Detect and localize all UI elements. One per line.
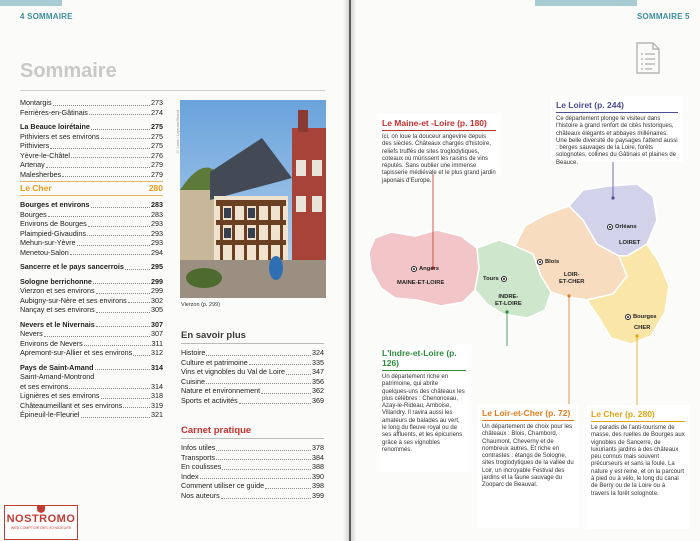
- toc-entry: [20, 320, 163, 330]
- toc-entry-page: 275: [151, 141, 163, 150]
- toc-entry-label: Environs de Nevers: [20, 338, 83, 348]
- title-divider: [20, 90, 325, 91]
- toc-dot-leader: [128, 302, 150, 303]
- toc-entry-page: 335: [312, 357, 324, 367]
- toc-entry: [181, 443, 324, 453]
- toc-entry-label: Épineuil-le-Fleuriel: [20, 410, 80, 419]
- card-text: Ce département plonge le visiteur dans l'histoire à grand renfort de cités historiques, châteaux élégants et abbayes millénaires. Une belle diversité de paysages l'attend aussi : berges sauvages de la Loire, forêts solognotes, collines du Gâtinais et plaines de Beauce.: [556, 116, 678, 166]
- toc-dot-leader: [101, 398, 150, 399]
- toc-entry-page: 279: [151, 169, 163, 179]
- toc-entry-label: Histoire: [181, 348, 206, 357]
- stamp-tagline: WEB COMPTOIR DES VOYAGEURS: [10, 526, 72, 530]
- toc-entry-page: 369: [312, 395, 324, 405]
- toc-entry: [20, 262, 163, 272]
- toc-entry-label: Cuisine: [181, 376, 205, 386]
- city-dot-icon: [501, 276, 507, 282]
- region-label-indre-line1: INDRE-: [498, 294, 519, 300]
- toc-entry-label: Comment utiliser ce guide: [181, 481, 265, 491]
- toc-entry-label: Vierzon et ses environs: [20, 286, 95, 295]
- toc-entry: [20, 151, 163, 161]
- toc-entry-label: Pithiviers et ses environs: [20, 131, 100, 141]
- stamp-name: NOSTROMO: [6, 513, 76, 525]
- region-label-cher: CHER: [634, 325, 651, 331]
- toc-dot-leader: [123, 407, 150, 408]
- toc-dot-leader: [265, 488, 311, 489]
- toc-entry-page: 307: [151, 319, 163, 329]
- card-title: Le Cher (p. 280): [591, 409, 685, 422]
- toc-entry-label: Pithiviers: [20, 141, 50, 150]
- toc-entry-page: 314: [151, 362, 163, 372]
- toc-dot-leader: [96, 326, 150, 327]
- toc-entry-page: 388: [312, 462, 324, 472]
- card-title: Le Loir-et-Cher (p. 72): [482, 408, 574, 421]
- region-label-loir-et-cher-line2: ET-CHER: [559, 279, 585, 285]
- toc-entry-label: Culture et patrimoine: [181, 357, 248, 367]
- shield-icon: [36, 505, 46, 513]
- folio-number: 4: [20, 12, 25, 21]
- photo-credit: © Lerat / Lejeune/Brand: [175, 110, 180, 155]
- toc-entry-page: 307: [151, 329, 163, 338]
- toc-entry: [20, 305, 163, 315]
- toc-entry-page: 302: [151, 295, 163, 305]
- toc-entry: [20, 219, 163, 229]
- toc-dot-leader: [101, 138, 151, 139]
- toc-dot-leader: [93, 283, 150, 284]
- toc-dot-leader: [206, 355, 311, 356]
- toc-entry-page: 356: [312, 376, 324, 386]
- toc-dot-leader: [125, 269, 150, 270]
- city-label: Tours: [483, 276, 499, 282]
- card-text: Le paradis de l'anti-tourisme de masse, des ruelles de Bourges aux vignobles de Sancerre, de luxuriants jardins à des châteaux peu connus mais souvent précurseurs et sans la foule. La nature y est reine, et on la parcourt à pied ou à vélo, le long du canal de Berry ou de la Loire ou à travers la forêt solognote.: [591, 425, 685, 497]
- toc-entry-page: 312: [151, 348, 163, 357]
- toc-entry: [20, 363, 163, 373]
- toc-entry-page: 274: [151, 107, 163, 117]
- toc-dot-leader: [89, 114, 150, 115]
- carnet-pratique-list: [181, 443, 324, 501]
- toc-entry: [20, 348, 163, 358]
- toc-entry-page: 319: [151, 400, 163, 410]
- toc-dot-leader: [48, 216, 150, 217]
- toc-entry-page: 293: [151, 238, 163, 247]
- card-indre-et-loire: [377, 344, 471, 472]
- toc-dot-leader: [200, 478, 311, 479]
- toc-entry-page: 305: [151, 305, 163, 314]
- toc-dot-leader: [69, 388, 150, 389]
- toc-entry: [181, 491, 324, 501]
- card-loir-et-cher: [477, 404, 579, 528]
- right-page: [351, 0, 700, 541]
- toc-entry-page: 276: [151, 150, 163, 160]
- toc-dot-leader: [91, 129, 150, 130]
- toc-entry-label: Bourges: [20, 209, 47, 219]
- toc-entry: [20, 200, 163, 210]
- toc-entry: [181, 358, 324, 368]
- toc-dot-leader: [216, 459, 311, 460]
- city-dot-icon: [411, 266, 417, 272]
- toc-entry-page: 399: [312, 490, 324, 500]
- toc-dot-leader: [84, 345, 151, 346]
- toc-dot-leader: [71, 157, 150, 158]
- toc-entry-page: 378: [312, 443, 324, 452]
- toc-entry-label: Châteaumeillant et ses environs: [20, 400, 123, 410]
- toc-entry-page: 279: [151, 160, 163, 169]
- toc-entry-label: Sports et activités: [181, 395, 238, 405]
- toc-dot-leader: [249, 364, 311, 365]
- toc-entry-page: 321: [151, 410, 163, 419]
- toc-entry: [20, 170, 163, 180]
- toc-entry: [20, 122, 163, 132]
- city-dot-icon: [607, 224, 613, 230]
- left-page: [0, 0, 349, 541]
- toc-entry: [20, 98, 163, 108]
- toc-entry-page: 273: [151, 98, 163, 107]
- toc-entry: [181, 348, 324, 358]
- toc-dot-leader: [206, 383, 311, 384]
- vierzon-photo: [180, 100, 326, 298]
- toc-entry-label: Nançay et ses environs: [20, 305, 95, 314]
- toc-entry-label: Saint-Amand-Montrond: [20, 372, 95, 381]
- toc-entry: [20, 410, 163, 420]
- toc-entry: [20, 372, 163, 382]
- toc-entry: [181, 453, 324, 463]
- toc-entry: [181, 481, 324, 491]
- folio-label: SOMMAIRE: [27, 12, 73, 21]
- card-maine-et-loire: [377, 114, 501, 184]
- toc-dot-leader: [88, 226, 150, 227]
- toc-entry: [20, 210, 163, 220]
- toc-entry-label: Plaimpied-Givaudins: [20, 228, 86, 238]
- toc-region-label: Le Cher: [20, 183, 52, 193]
- toc-entry-label: Vins et vignobles du Val de Loire: [181, 367, 286, 377]
- toc-entry-label: Aubigny-sur-Nère et ses environs: [20, 295, 127, 305]
- toc-entry: [181, 462, 324, 472]
- toc-entry-label: Menetou-Salon: [20, 247, 69, 257]
- city-label: Blois: [545, 259, 560, 265]
- toc-entry-label: Lignières et ses environs: [20, 391, 100, 400]
- card-cher: [586, 405, 690, 529]
- toc-entry-page: 347: [312, 367, 324, 377]
- toc-entry-label: Environs de Bourges: [20, 219, 87, 228]
- toc-dot-leader: [95, 369, 151, 370]
- toc-entry-page: 362: [312, 386, 324, 396]
- toc-entry-label: Apremont-sur-Allier et ses environs: [20, 348, 133, 357]
- toc-entry: [20, 382, 163, 392]
- toc-entry-page: 318: [151, 391, 163, 400]
- city-dot-icon: [537, 259, 543, 265]
- carnet-pratique-box: [181, 425, 324, 501]
- toc-entry-label: Infos utiles: [181, 443, 216, 452]
- toc-dot-leader: [53, 105, 150, 106]
- toc-entry: [20, 132, 163, 142]
- en-savoir-plus-box: [181, 330, 324, 406]
- card-text: Ici, on loue la douceur angevine depuis des siècles. Châteaux chargés d'histoire, reliefs truffés de sites troglodytiques, coteaux où mûrissent les raisins de vins réputés. Sans oublier une immense tapisserie médiévale et le plus grand jardin japonais d'Europe.: [382, 134, 496, 184]
- toc-dot-leader: [70, 254, 150, 255]
- toc-entry: [20, 248, 163, 258]
- toc-dot-leader: [96, 293, 150, 294]
- city-label: Bourges: [633, 314, 657, 320]
- toc-entry: [20, 238, 163, 248]
- toc-entry-page: 275: [151, 131, 163, 141]
- toc-entry: [20, 286, 163, 296]
- toc-entry-page: 283: [151, 209, 163, 219]
- toc-entry: [20, 391, 163, 401]
- region-label-indre: [495, 294, 522, 308]
- region-label-loir-et-cher: [559, 272, 584, 286]
- toc-entry: [20, 229, 163, 239]
- city-orleans: [607, 224, 637, 230]
- region-label-indre-line2: ET-LOIRE: [495, 301, 522, 307]
- region-label-loir-et-cher-line1: LOIR-: [563, 272, 580, 278]
- page-title: Sommaire: [20, 60, 117, 82]
- toc-dot-leader: [261, 393, 311, 394]
- toc-entry: [20, 401, 163, 411]
- toc-dot-leader: [222, 469, 311, 470]
- toc-entry: [20, 160, 163, 170]
- toc-entry: [20, 329, 163, 339]
- toc-entry-label: Artenay: [20, 160, 45, 169]
- city-blois: [537, 259, 559, 265]
- city-angers: [411, 266, 439, 272]
- toc-entry-label: Bourges et environs: [20, 200, 90, 209]
- toc-entry-page: 294: [151, 247, 163, 257]
- toc-entry-page: 275: [151, 122, 163, 131]
- card-text: Un département riche en patrimoine, qui abrite quelques-uns des châteaux les plus célèbres : Chenonceau, Azay-le-Rideau, Amboise, Villandry. Il ravira aussi les amateurs de balades au vert, le long du fleuve royal ou de ses affluents, et les épicuriens grâce à ses vignobles renommés.: [382, 374, 465, 453]
- toc-region-header: [20, 181, 163, 196]
- region-label-loiret: LOIRET: [619, 240, 641, 246]
- city-label: Orléans: [615, 224, 637, 230]
- toc-entry: [181, 396, 324, 406]
- toc-dot-leader: [46, 167, 150, 168]
- toc-entry-label: Nevers: [20, 329, 43, 338]
- toc-entry-label: Transports: [181, 452, 216, 462]
- toc-entry: [20, 339, 163, 349]
- card-text: Un département de choix pour les châteaux : Blois, Chambord, Chaumont, Cheverny et de nombreux autres. Et riche en contrastes : étangs de Sologne, sites troglodytiques de la vallée du Loir, un incroyable Festival des jardins et la faune sauvage du Zooparc de Beauval.: [482, 424, 574, 489]
- toc-entry: [20, 277, 163, 287]
- city-label: Angers: [419, 266, 439, 272]
- toc-dot-leader: [77, 245, 150, 246]
- folio-bar: [0, 0, 62, 6]
- toc-dot-leader: [50, 148, 150, 149]
- toc-entry-label: Pays de Saint-Amand: [20, 362, 94, 372]
- toc-entry-page: 398: [312, 481, 324, 491]
- toc-entry-label: Index: [181, 471, 199, 481]
- toc-dot-leader: [239, 403, 311, 404]
- card-title: Le Maine-et -Loire (p. 180): [382, 118, 496, 131]
- carnet-pratique-heading: Carnet pratique: [181, 425, 324, 439]
- toc-entry-label: Nevers et le Nivernais: [20, 319, 95, 329]
- toc-dot-leader: [81, 417, 150, 418]
- toc-entry-label: et ses environs: [20, 381, 69, 391]
- city-bourges: [625, 314, 657, 320]
- toc-entry-label: Ferrières-en-Gâtinais: [20, 107, 88, 117]
- toc-entry-page: 283: [151, 200, 163, 209]
- toc-entry-page: 299: [151, 286, 163, 295]
- toc-entry-label: Malesherbes: [20, 169, 62, 179]
- toc-entry-label: Yèvre-le-Châtel: [20, 150, 70, 160]
- toc-entry: [20, 141, 163, 151]
- toc-dot-leader: [133, 355, 150, 356]
- folio-label: SOMMAIRE: [637, 12, 683, 21]
- toc-entry: [181, 386, 324, 396]
- toc-dot-leader: [221, 498, 311, 499]
- folio-number: 5: [685, 12, 690, 21]
- toc-entry-label: Mehun-sur-Yèvre: [20, 238, 76, 247]
- toc-entry-page: 293: [151, 219, 163, 228]
- card-title: Le Loiret (p. 244): [556, 100, 678, 113]
- toc-entry-page: 384: [312, 452, 324, 462]
- toc-dot-leader: [286, 374, 311, 375]
- toc-entry-page: 324: [312, 348, 324, 357]
- city-tours: [483, 276, 507, 282]
- toc-entry-page: 311: [151, 338, 163, 348]
- toc-entry: [20, 108, 163, 118]
- toc-entry-label: La Beauce loirétaine: [20, 122, 90, 131]
- toc-region-page: 280: [148, 183, 163, 193]
- toc-entry-label: Nos auteurs: [181, 490, 220, 500]
- folio: [20, 12, 73, 21]
- toc-entry-page: 295: [151, 262, 163, 271]
- city-dot-icon: [625, 314, 631, 320]
- toc-dot-leader: [87, 235, 150, 236]
- toc-dot-leader: [62, 176, 150, 177]
- toc-dot-leader: [216, 450, 311, 451]
- toc-entry-label: Montargis: [20, 98, 52, 107]
- toc-entry-page: 314: [151, 381, 163, 391]
- toc-entry: [20, 296, 163, 306]
- toc-dot-leader: [44, 336, 150, 337]
- nostromo-stamp: [4, 505, 78, 540]
- table-of-contents: [20, 98, 163, 420]
- photo-caption: Vierzon (p. 299): [181, 302, 221, 308]
- toc-dot-leader: [96, 312, 150, 313]
- toc-entry: [181, 367, 324, 377]
- en-savoir-plus-heading: En savoir plus: [181, 330, 324, 344]
- toc-entry: [181, 472, 324, 482]
- toc-dot-leader: [91, 207, 151, 208]
- toc-entry-label: Sancerre et le pays sancerrois: [20, 262, 124, 271]
- card-title: L'Indre-et-Loire (p. 126): [382, 348, 466, 371]
- toc-entry-page: 293: [151, 228, 163, 238]
- card-loiret: [551, 96, 683, 166]
- region-label-maine: MAINE-ET-LOIRE: [397, 280, 445, 286]
- toc-entry-page: 299: [151, 276, 163, 286]
- toc-entry: [181, 377, 324, 387]
- toc-entry-label: Sologne berrichonne: [20, 276, 92, 286]
- toc-entry-page: 390: [312, 471, 324, 481]
- toc-entry-label: Nature et environnement: [181, 386, 261, 396]
- toc-entry-label: En coulisses: [181, 462, 222, 472]
- en-savoir-plus-list: [181, 348, 324, 406]
